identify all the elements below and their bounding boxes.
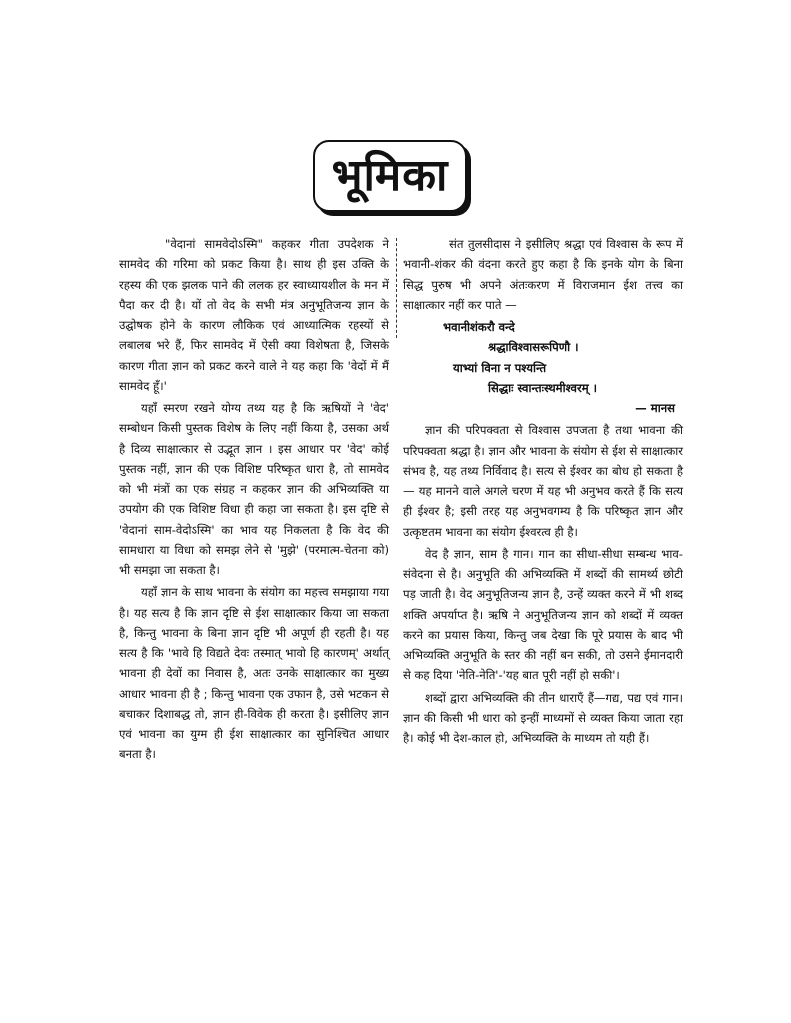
paragraph: यहाँ स्मरण रखने योग्य तथ्य यह है कि ऋषियों ने 'वेद' सम्बोधन किसी पुस्तक विशेष के लिए नहीं किया है, उसका अर्थ है दिव्य साक्षात्कार से उद्भूत ज्ञान । इस आधार पर 'वेद' कोई पुस्तक नहीं, ज्ञान की एक विशिष्ट परिष्कृत धारा है, तो सामवेद को भी मंत्रों का एक संग्रह न कहकर ज्ञान की अभिव्यक्ति या उपयोग की एक विशिष्ट विधा ही कहा जा सकता है। इस दृष्टि से 'वेदानां साम-वेदोऽस्मि' का भाव यह निकलता है कि वेद की सामधारा या विधा को समझ लेने से 'मुझे' (परमात्म-चेतना को) भी समझा जा सकता है।: [119, 401, 389, 577]
paragraph: शब्दों द्वारा अभिव्यक्ति की तीन धाराएँ हैं—गद्य, पद्य एवं गान। ज्ञान की किसी भी धारा को इन्हीं माध्यमों से व्यक्त किया जाता रहा है। कोई भी देश-काल हो, अभिव्यक्ति के माध्यम तो यही हैं।: [403, 690, 683, 745]
left-column: [119, 234, 389, 767]
verse-source: — मानस: [635, 401, 675, 415]
right-column: [403, 234, 683, 750]
paragraph: ज्ञान की परिपक्वता से विश्वास उपजता है तथा भावना की परिपक्वता श्रद्धा है। ज्ञान और भावना के संयोग से ईश से साक्षात्कार संभव है, यह तथ्य निर्विवाद है। सत्य से ईश्वर का बोध हो सकता है— यह मानने वाले अगले चरण में यह भी अनुभव करते हैं कि सत्य ही ईश्वर है; इसी तरह यह अनुभवगम्य है कि परिष्कृत ज्ञान और उत्कृष्टतम भावना का संयोग ईश्वरत्व ही है।: [403, 423, 683, 539]
page-title: भूमिका: [331, 150, 449, 201]
paragraph: यहाँ ज्ञान के साथ भावना के संयोग का महत्त्व समझाया गया है। यह सत्य है कि ज्ञान दृष्टि से ईश साक्षात्कार किया जा सकता है, किन्तु भावना के बिना ज्ञान दृष्टि भी अपूर्ण ही रहती है। यह सत्य है कि 'भावे हि विद्यते देवः तस्मात् भावो हि कारणम्' अर्थात् भावना ही देवों का निवास है, अतः उनके साक्षात्कार का मुख्य आधार भावना ही है ; किन्तु भावना एक उफान है, उसे भटकन से बचाकर दिशाबद्ध तो, ज्ञान ही-विवेक ही करता है। इसीलिए ज्ञान एवं भावना का युग्म ही ईश साक्षात्कार का सुनिश्चित आधार बनता है।: [119, 585, 389, 762]
verse-block: [403, 317, 683, 398]
column-divider: [396, 238, 398, 338]
verse-line: श्रद्धाविश्वासरूपिणौ ।: [488, 340, 579, 355]
verse-line: याभ्यां विना न पश्यन्ति: [453, 360, 547, 375]
title-box: [313, 140, 467, 212]
paragraph: वेद है ज्ञान, साम है गान। गान का सीधा-सीधा सम्बन्ध भाव-संवेदना से है। अनुभूति की अभिव्यक्ति में शब्दों की सामर्थ्य छोटी पड़ जाती है। वेद अनुभूतिजन्य ज्ञान है, उन्हें व्यक्त करने में भी शब्द शक्ति अपर्याप्त है। ऋषि ने अनुभूतिजन्य ज्ञान को शब्दों में व्यक्त करने का प्रयास किया, किन्तु जब देखा कि पूरे प्रयास के बाद भी अभिव्यक्ति अनुभूति के स्तर की नहीं बन सकी, तो उसने ईमानदारी से कह दिया 'नेति-नेति'-'यह बात पूरी नहीं हो सकी'।: [403, 546, 683, 683]
paragraph: संत तुलसीदास ने इसीलिए श्रद्धा एवं विश्वास के रूप में भवानी-शंकर की वंदना करते हुए कहा है कि इनके योग के बिना सिद्ध पुरुष भी अपने अंतःकरण में विराजमान ईश तत्त्व का साक्षात्कार नहीं कर पाते —: [403, 237, 683, 312]
verse-line: भवानीशंकरौ वन्दे: [443, 320, 515, 334]
paragraph: "वेदानां सामवेदोऽस्मि" कहकर गीता उपदेशक ने सामवेद की गरिमा को प्रकट किया है। साथ ही इस उक्ति के रहस्य की एक झलक पाने की ललक हर स्वाध्यायशील के मन में पैदा कर दी है। यों तो वेद के सभी मंत्र अनुभूतिजन्य ज्ञान के उद्घोषक होने के कारण लौकिक एवं आध्यात्मिक रहस्यों से लबालब भरे हैं, फिर सामवेद में ऐसी क्या विशेषता है, जिसके कारण गीता ज्ञान को प्रकट करने वाले ने यह कहा कि 'वेदों में मैं सामवेद हूँ।': [119, 237, 389, 393]
verse-line: सिद्धाः स्वान्तःस्थमीश्वरम् ।: [488, 380, 598, 395]
